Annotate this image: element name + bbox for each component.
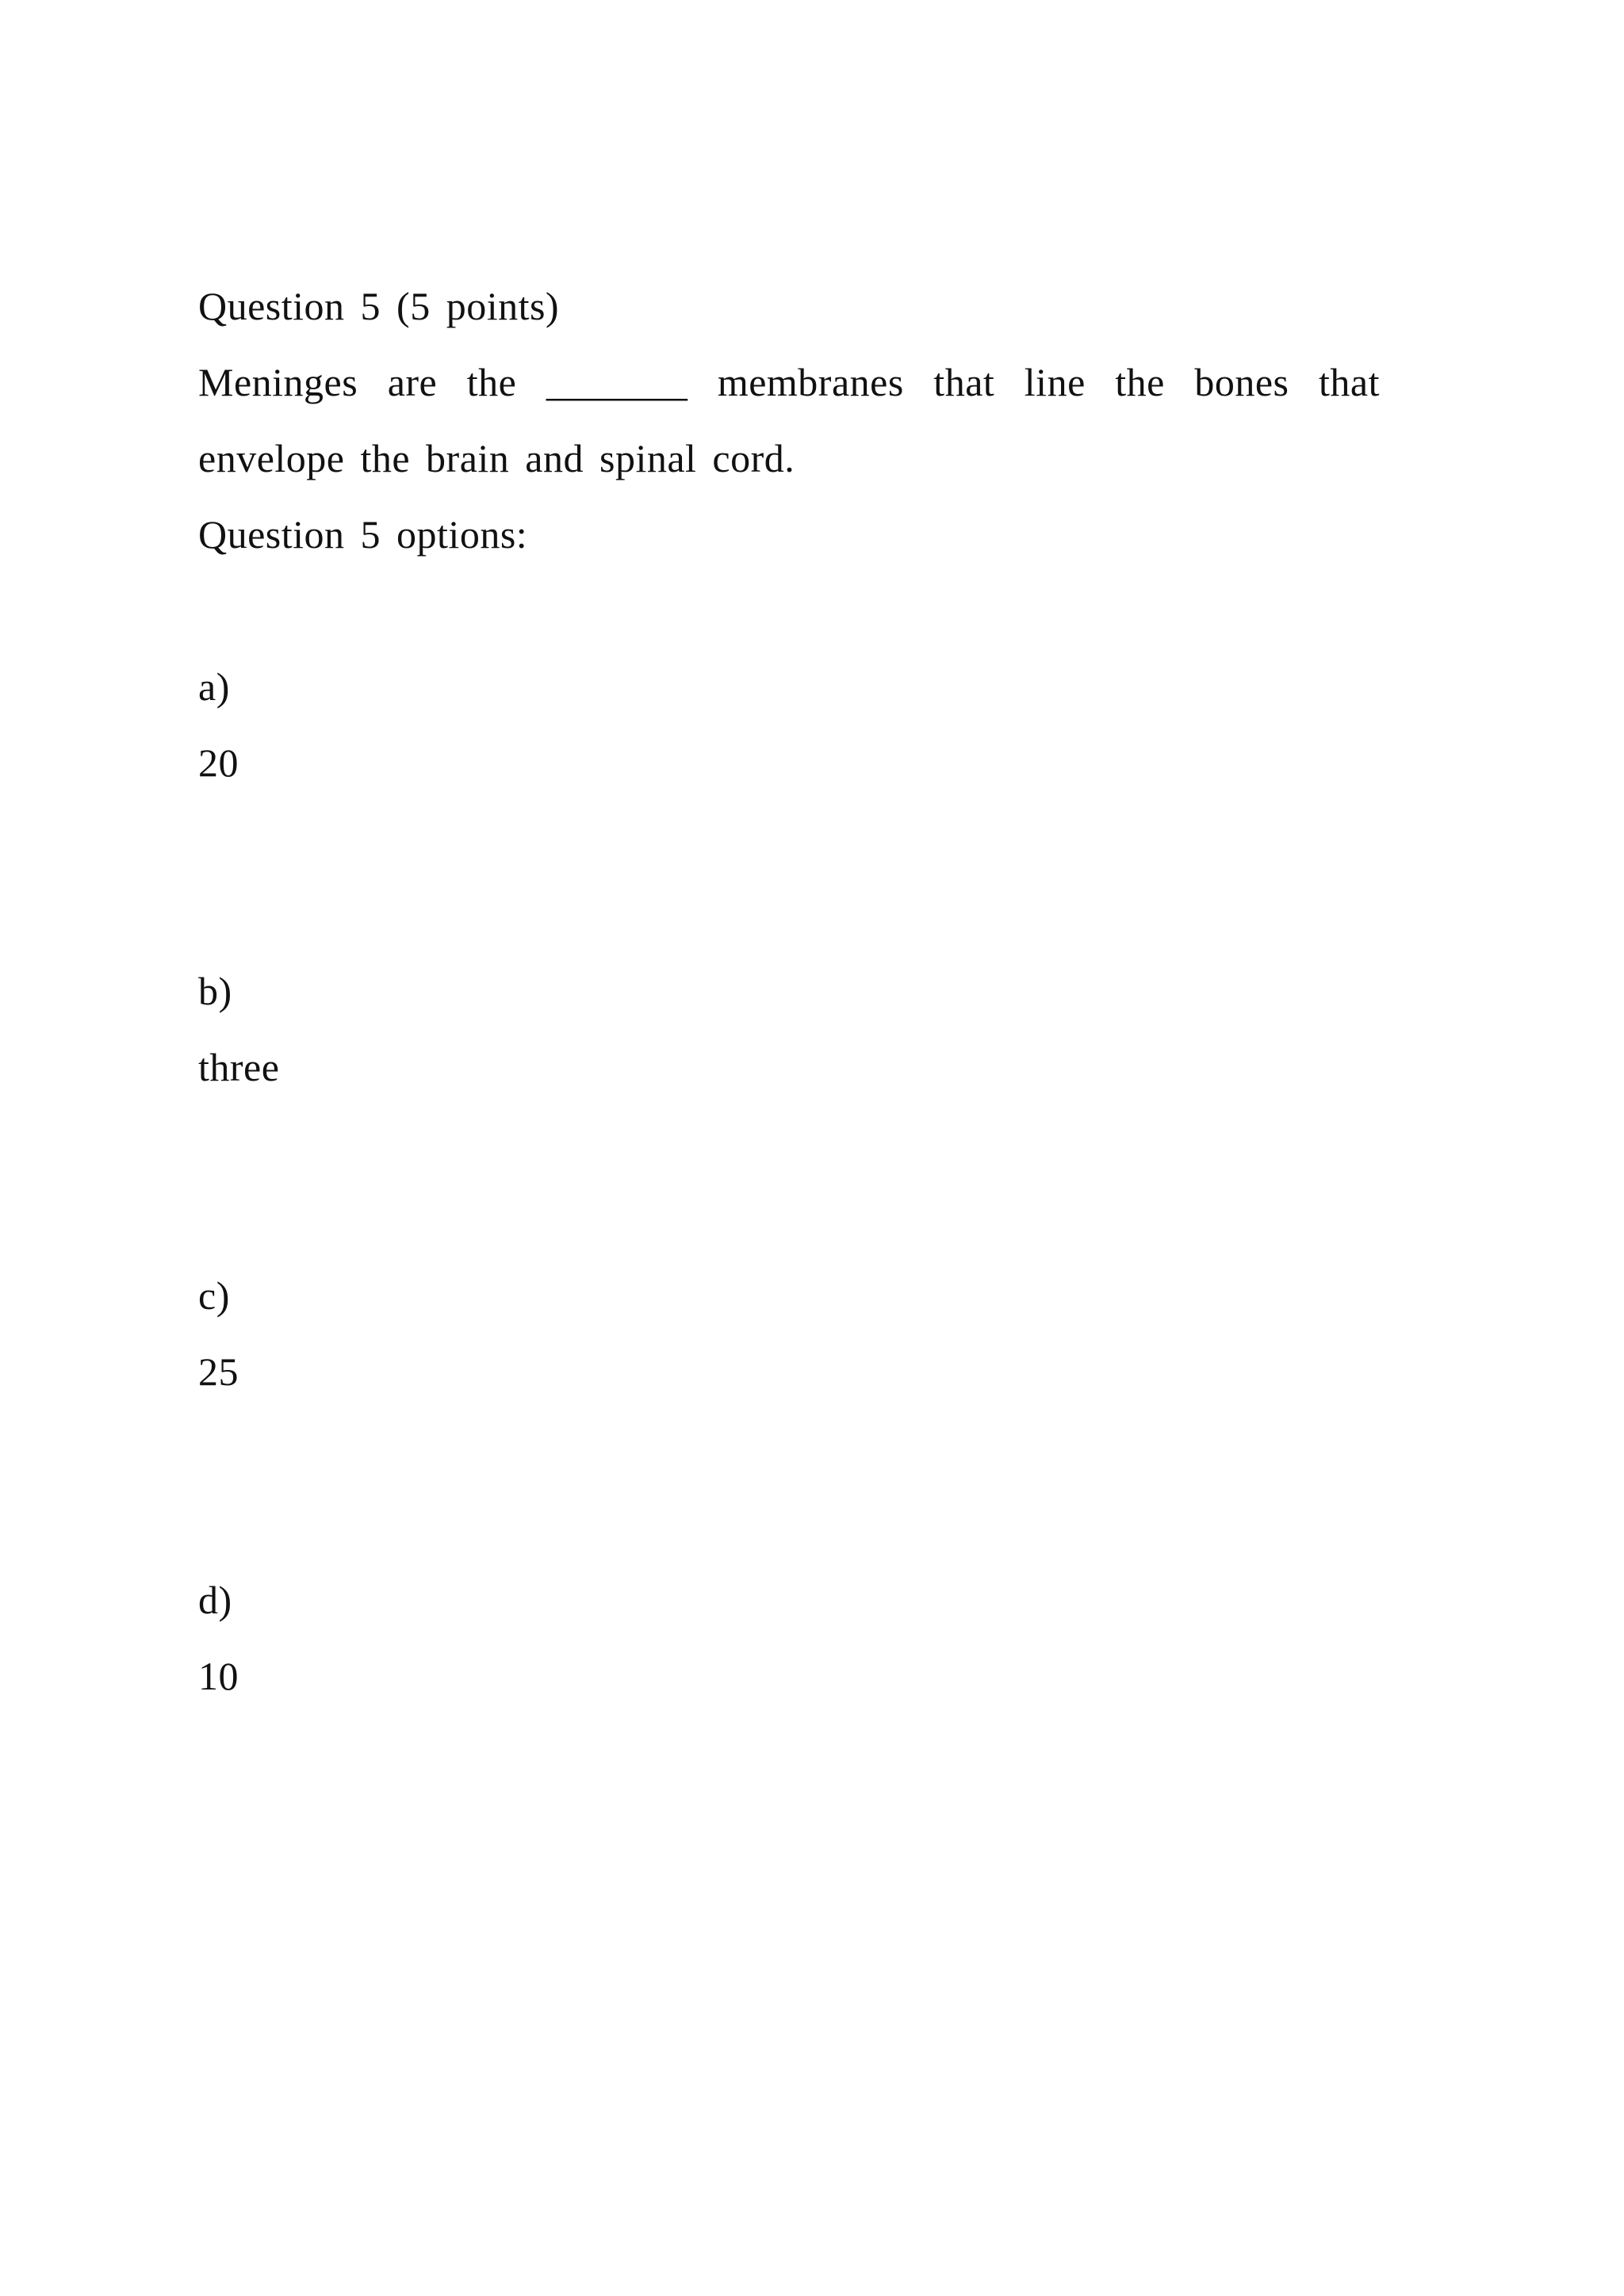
option-d [198,1562,1388,1714]
option-letter: c) [198,1273,230,1318]
options-label: Question 5 options: [198,512,528,557]
spacer [198,1410,1388,1562]
option-c [198,1257,1388,1410]
option-value: 10 [198,1654,239,1698]
question-block [198,268,1388,1714]
option-letter: a) [198,664,230,709]
option-value: 25 [198,1349,239,1394]
spacer [198,1105,1388,1257]
option-value: three [198,1045,280,1089]
spacer [198,572,1388,649]
question-stem: Meninges are the _______ membranes that line the bones that envelope the brain and spinal cord. [198,360,1380,480]
question-header: Question 5 (5 points) [198,284,560,328]
option-value: 20 [198,740,239,785]
spacer [198,801,1388,953]
option-letter: b) [198,969,232,1013]
option-a [198,649,1388,801]
option-letter: d) [198,1578,232,1622]
option-b [198,953,1388,1105]
